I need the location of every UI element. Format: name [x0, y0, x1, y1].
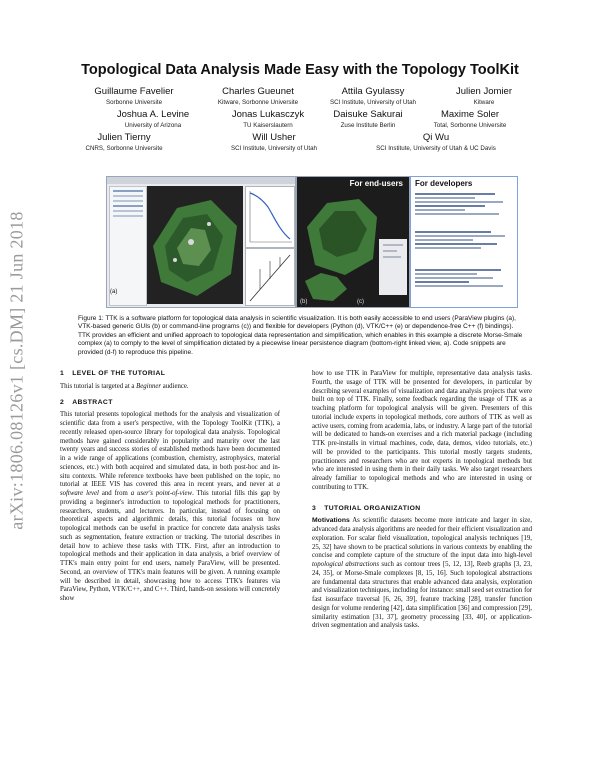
author-name: Will Usher: [252, 132, 296, 143]
arxiv-identifier: [2, 200, 32, 540]
render-view-3d: [147, 186, 243, 304]
runin-heading: Motivations: [312, 517, 350, 525]
developers-panel: [410, 176, 518, 308]
section-title: LEVEL OF THE TUTORIAL: [72, 370, 166, 377]
paper-title: Topological Data Analysis Made Easy with the Topology ToolKit: [81, 62, 519, 78]
section-1-body: This tutorial is targeted at a Beginner audience.: [60, 382, 189, 390]
author-affiliation: SCI Institute, University of Utah: [330, 99, 416, 106]
persistence-diagram: [245, 248, 295, 306]
panel-label-b: (b): [300, 299, 308, 305]
panel-label-c: (c): [357, 299, 364, 305]
persistence-curve: [245, 186, 295, 248]
author-block: [231, 132, 317, 153]
end-users-render: [297, 177, 409, 307]
paraview-toolbar: [107, 177, 295, 184]
teaser-figure: [106, 176, 516, 306]
section-1-heading: [60, 370, 280, 379]
motivations-paragraph: Motivations As scientific datasets become more intricate and larger in size, advanced data analysis algorithms are needed for their efficient visualization and exploration. For scalar field visualization, topological analysis techniques [19, 25, 32] have shown to be practical solutions in various contexts by enabling the concise and complete capture of the structure of the input data into high-level topological abstractions such as contour trees [5, 12, 13], Reeb graphs [3, 23, 24, 35], or Morse-Smale complexes [8, 15, 16]. Such topological abstractions are fundamental data structures that enable advanced data analysis, exploration and visualization techniques, including for instance: small seed set extraction for fast isosurface traversal [6, 26, 39], feature tracking [28], transfer function design for volume rendering [42], data simplification [36] and compression [29], similarity estimation [31, 37], geometry processing [33, 40], or application-driven segmentation and analysis tasks.: [312, 517, 532, 630]
author-affiliation: SCI Institute, University of Utah & UC Davis: [376, 145, 496, 152]
author-name: Daisuke Sakurai: [333, 109, 403, 120]
author-block: [333, 109, 402, 130]
section-number: 2: [60, 398, 65, 406]
author-name: Attila Gyulassy: [341, 86, 405, 97]
author-block: [456, 86, 512, 107]
arxiv-text: arXiv:1806.08126v1 [cs.DM] 21 Jun 2018: [6, 210, 27, 530]
terrain-render: [147, 186, 243, 304]
author-name: Charles Gueunet: [222, 86, 294, 97]
section-3-heading: [312, 505, 532, 514]
author-affiliation: Zuse Institute Berlin: [340, 122, 396, 129]
section-title: ABSTRACT: [72, 398, 113, 406]
developers-label: For developers: [415, 179, 473, 188]
code-snippet-cpp: [415, 267, 513, 303]
author-affiliation: Kitware, Sorbonne Universite: [217, 99, 299, 106]
code-snippet-python: [415, 191, 513, 227]
left-column: [60, 370, 280, 611]
author-affiliation: Total, Sorbonne Universite: [433, 122, 507, 129]
author-block: [376, 132, 496, 153]
author-affiliation: CNRS, Sorbonne Universite: [85, 145, 163, 152]
paraview-screenshot: [106, 176, 296, 308]
author-affiliation: TU Kaiserslautern: [243, 122, 293, 129]
author-affiliation: Sorbonne Universite: [105, 99, 163, 106]
author-block: [218, 86, 298, 107]
section-number: 3: [312, 504, 317, 512]
section-title: TUTORIAL ORGANIZATION: [324, 504, 421, 512]
author-block: [434, 109, 507, 130]
author-affiliation: SCI Institute, University of Utah: [231, 145, 317, 152]
author-name: Maxime Soler: [440, 109, 500, 120]
author-affiliation: University of Arizona: [124, 122, 182, 129]
author-name: Julien Tierny: [97, 132, 151, 143]
end-users-panel: [296, 176, 410, 308]
right-column: [312, 370, 532, 638]
abstract-continued: how to use TTK in ParaView for multiple, representative data analysis tasks. Fourth, the usage of TTK will be presented for developers, in particular by describing several examples of visualization and data analysis projects that were built on top of TTK. Finally, some feedback regarding the usage of TTK as a teaching platform for topological analysis will be given. Presenters of this tutorial include experts in topological methods, core authors of TTK as well as active users, coming from academia, labs, or industry. A large part of the tutorial will be dedicated to hands-on exercises and a rich material package (including TTK pre-installs in virtual machines, code, data, demos, video tutorials, etc.) will be provided to the participants. This tutorial mostly targets students, practitioners and researchers who are not experts in topological methods but who are interested in using them in their daily tasks. We also target researchers already familiar to topological methods and who are interested in using or contributing to TTK.: [312, 370, 532, 491]
end-users-label: For end-users: [349, 179, 403, 188]
author-name: Julien Jomier: [456, 86, 512, 97]
author-block: [232, 109, 304, 130]
section-number: 1: [60, 370, 65, 377]
author-block: [117, 109, 189, 130]
author-block: [94, 86, 173, 107]
figure-caption: Figure 1: TTK is a software platform for topological data analysis in scientific visualization. It is both easily accessible to end users (ParaView plugins (a), VTK-based generic GUIs (b) or command-line programs (c)) and flexible for developers (Python (d), VTK/C++ (e) or dependence-free C++ (f) bindings). TTK provides an efficient and unified approach to topological data representation and simplification, which enables in this example a discrete Morse-Smale complex (a) to comply to the level of simplification dictated by a piecewise linear persistence diagram (bottom-right linked view, a). Code snippets are provided (d-f) to reproduce this pipeline.: [78, 315, 523, 356]
author-affiliation: Kitware: [473, 99, 495, 106]
author-name: Joshua A. Levine: [116, 109, 190, 120]
author-block: [330, 86, 416, 107]
panel-label-a: (a): [110, 289, 118, 295]
section-2-heading: [60, 399, 280, 408]
author-name: Guillaume Favelier: [94, 86, 174, 97]
author-name: Jonas Lukasczyk: [231, 109, 305, 120]
author-block: [85, 132, 162, 153]
author-name: Qi Wu: [422, 132, 450, 143]
pipeline-browser: [109, 186, 147, 306]
abstract-paragraph: This tutorial presents topological methods for the analysis and visualization of scientific data from a user's perspective, with the Topology ToolKit (TTK), a recently released open-source library for topological data analysis. Topological methods have gained considerably in popularity and maturity over the last twenty years and success stories of established methods have been documented in a wide range of applications (combustion, chemistry, astrophysics, material sciences, etc.) with both acquired and simulated data, in both post-hoc and in-situ contexts. While reference textbooks have been published on the topic, no tutorial at IEEE VIS has covered this area in recent years, and never at a software level and from a user's point-of-view. This tutorial fills this gap by providing a beginner's introduction to topological methods for practitioners, researchers, students, and lecturers. In particular, instead of focusing on theoretical aspects and algorithmic details, this tutorial focuses on how topological methods can be useful in practice for concrete data analysis tasks such as segmentation, feature extraction or tracking. The tutorial describes in detail how to achieve these tasks with TTK. First, after an introduction to topological methods and their application in data analysis, a brief overview of TTK's main entry point for end users, namely ParaView, will be presented. Second, an overview of TTK's main features will be given. A running example will be described in detail, showcasing how to access TTK's features via ParaView, Python, VTK/C++, and C++. Third, hands-on sessions will concretely show: [60, 411, 281, 602]
code-snippet-vtk: [415, 229, 513, 265]
